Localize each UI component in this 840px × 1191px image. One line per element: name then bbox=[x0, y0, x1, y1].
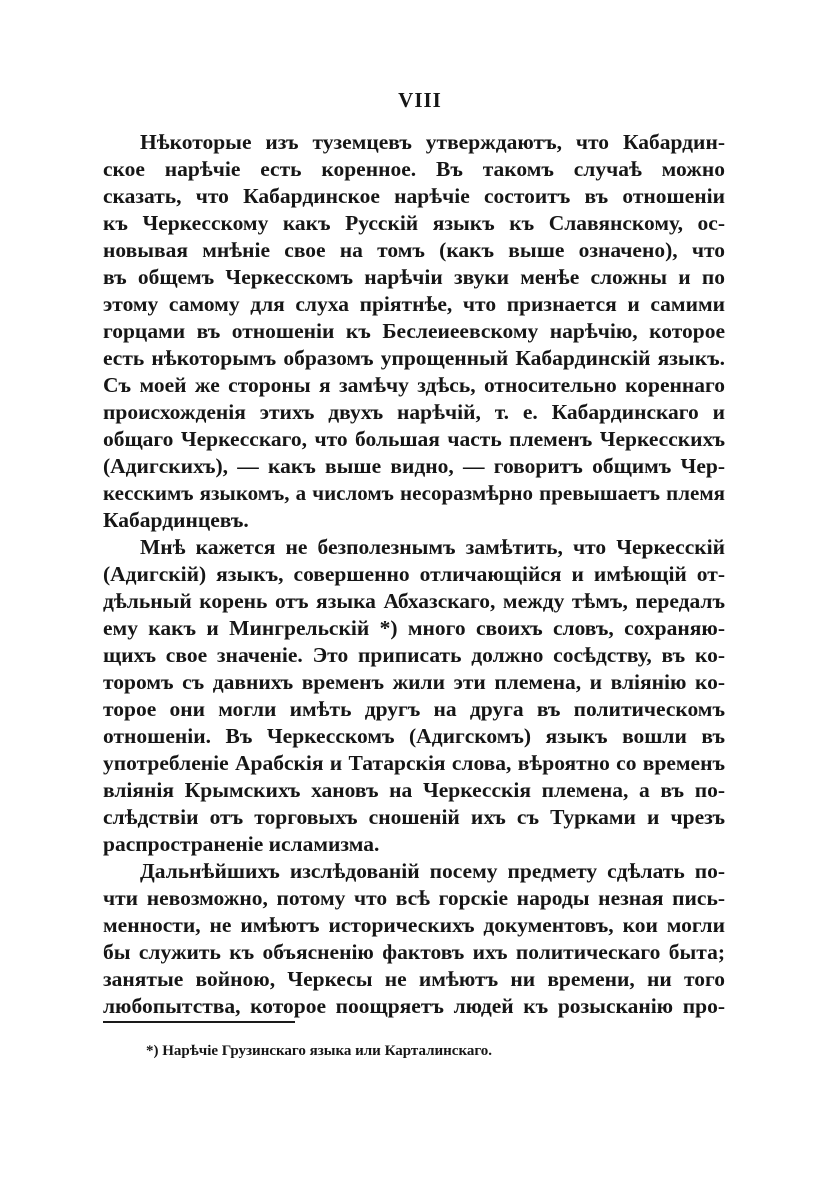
paragraph-1-line-4: къ Черкесскому какъ Русскій языкъ къ Славянскому, ос- bbox=[103, 211, 725, 235]
paragraph-3-line-2: чти невозможно, потому что всѣ горскіе народы незная пись- bbox=[103, 886, 725, 910]
paragraph-2-line-6: торомъ съ давнихъ временъ жили эти племена, и вліянію ко- bbox=[103, 670, 725, 694]
footnote-divider bbox=[103, 1021, 295, 1023]
paragraph-2-line-2: (Адигскій) языкъ, совершенно отличающійся и имѣющій от- bbox=[103, 562, 725, 586]
paragraph-2-line-4: ему какъ и Мингрельскій *) много своихъ словъ, сохраняю- bbox=[103, 616, 725, 640]
paragraph-2-line-3: дѣльный корень отъ языка Абхазскаго, между тѣмъ, передалъ bbox=[103, 589, 725, 613]
footnote: *) Нарѣчіе Грузинскаго языка или Карталинскаго. bbox=[146, 1043, 493, 1059]
paragraph-2-line-1: Мнѣ кажется не безполезнымъ замѣтить, что Черкесскій bbox=[140, 535, 725, 559]
paragraph-1-line-5: новывая мнѣніе свое на томъ (какъ выше означено), что bbox=[103, 238, 725, 262]
paragraph-3-line-5: занятые войною, Черкесы не имѣютъ ни времени, ни того bbox=[103, 967, 725, 991]
paragraph-2-line-11: слѣдствіи отъ торговыхъ сношеній ихъ съ Турками и чрезъ bbox=[103, 805, 725, 829]
paragraph-1-line-14: кесскимъ языкомъ, а числомъ несоразмѣрно превышаетъ племя bbox=[103, 481, 725, 505]
paragraph-1-line-2: ское нарѣчіе есть коренное. Въ такомъ случаѣ можно bbox=[103, 157, 725, 181]
page-number: VIII bbox=[398, 88, 442, 112]
paragraph-2-line-8: отношеніи. Въ Черкесскомъ (Адигскомъ) языкъ вошли въ bbox=[103, 724, 725, 748]
paragraph-1-line-10: Съ моей же стороны я замѣчу здѣсь, относительно кореннаго bbox=[103, 373, 725, 397]
paragraph-1-line-15: Кабардинцевъ. bbox=[103, 508, 249, 532]
paragraph-1-line-3: сказать, что Кабардинское нарѣчіе состоитъ въ отношеніи bbox=[103, 184, 725, 208]
paragraph-1-line-12: общаго Черкесскаго, что большая часть племенъ Черкесскихъ bbox=[103, 427, 725, 451]
paragraph-1-line-1: Нѣкоторые изъ туземцевъ утверждаютъ, что Кабардин- bbox=[140, 130, 725, 154]
paragraph-2-line-7: торое они могли имѣть другъ на друга въ политическомъ bbox=[103, 697, 725, 721]
paragraph-3-line-3: менности, не имѣютъ историческихъ документовъ, кои могли bbox=[103, 913, 725, 937]
paragraph-1-line-13: (Адигскихъ), — какъ выше видно, — говоритъ общимъ Чер- bbox=[103, 454, 725, 478]
paragraph-2-line-10: вліянія Крымскихъ хановъ на Черкесскія племена, а въ по- bbox=[103, 778, 725, 802]
paragraph-2-line-9: употребленіе Арабскія и Татарскія слова, вѣроятно со временъ bbox=[103, 751, 725, 775]
paragraph-2-line-5: щихъ свое значеніе. Это приписать должно сосѣдству, въ ко- bbox=[103, 643, 725, 667]
paragraph-1-line-8: горцами въ отношеніи къ Беслеиеевскому нарѣчію, которое bbox=[103, 319, 725, 343]
paragraph-1-line-7: этому самому для слуха пріятнѣе, что признается и самими bbox=[103, 292, 725, 316]
paragraph-3-line-1: Дальнѣйшихъ изслѣдованій посему предмету сдѣлать по- bbox=[140, 859, 725, 883]
paragraph-3-line-4: бы служить къ объясненію фактовъ ихъ политическаго быта; bbox=[103, 940, 725, 964]
paragraph-1-line-11: происхожденія этихъ двухъ нарѣчій, т. е. Кабардинскаго и bbox=[103, 400, 725, 424]
paragraph-2-line-12: распространеніе исламизма. bbox=[103, 832, 380, 856]
paragraph-3-line-6: любопытства, которое поощряетъ людей къ розысканію про- bbox=[103, 994, 725, 1018]
paragraph-1-line-6: въ общемъ Черкесскомъ нарѣчіи звуки менѣе сложны и по bbox=[103, 265, 725, 289]
paragraph-1-line-9: есть нѣкоторымъ образомъ упрощенный Кабардинскій языкъ. bbox=[103, 346, 725, 370]
